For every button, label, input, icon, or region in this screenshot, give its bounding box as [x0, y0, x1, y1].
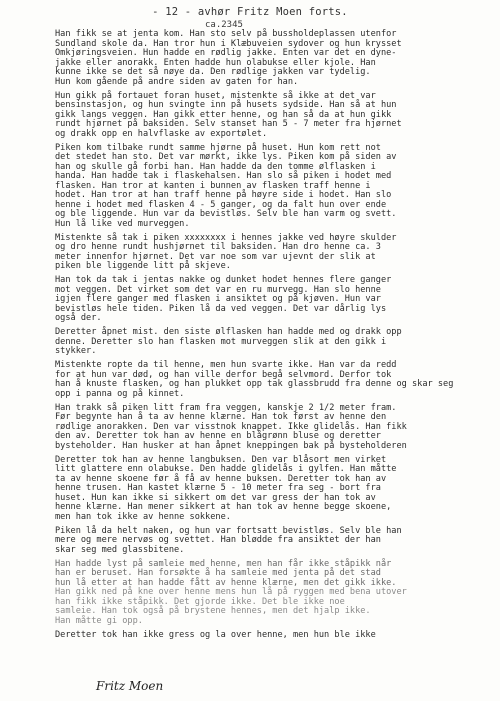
text-line: det stedet han sto. Det var mørkt, ikke lys. Piken kom på siden av	[55, 152, 397, 162]
text-line: han fikk ikke ståpikk. Det gjorde ikke. Det ble ikke noe	[55, 596, 345, 607]
text-line: handa. Han hadde tak i flaskehalsen. Han slo så piken i hodet med	[55, 171, 392, 181]
text-line: Han fikk se at jenta kom. Han sto selv på bussholdeplassen utenfor	[55, 29, 397, 39]
text-line: den av. Deretter tok han av henne en blågrønn bluse og deretter	[55, 431, 381, 441]
text-line: hun lå etter at han hadde fått av henne klærne, men det gikk ikke.	[55, 577, 397, 588]
text-line: huset. Hun kan ikke si sikkert om det var gress der han tok av	[55, 492, 376, 503]
text-line: rundt hjørnet på baksiden. Selv stanset han 5 - 7 meter fra hjørnet	[55, 119, 402, 129]
text-line: Han tok da tak i jentas nakke og dunket hodet hennes flere ganger	[55, 275, 392, 285]
text-line: piken ble liggende litt på skjeve.	[55, 261, 231, 271]
paragraph	[55, 527, 495, 556]
text-line: bysteholder. Han husker at han åpnet kneppingen bak på bysteholderen	[55, 440, 407, 451]
paragraph	[55, 404, 495, 452]
text-line: og dro henne rundt hushjørnet til baksiden. Han dro henne ca. 3	[55, 242, 381, 252]
text-line: igjen flere ganger med flasken i ansiktet og på kjøven. Hun var	[55, 294, 381, 304]
text-line: rødlige anorakken. Den var visstnok knappet. Ikke glidelås. Han fikk	[55, 421, 407, 432]
text-line: henne klærne. Han mener sikkert at han tok av henne begge skoene,	[55, 502, 392, 512]
text-line: bevistløs hele tiden. Piken lå da ved veggen. Det var dårlig lys	[55, 303, 387, 314]
text-line: henne trusen. Han kastet klærne 5 - 10 meter fra seg - bort fra	[55, 483, 381, 493]
text-line: kunne ikke se det så nøye da. Den rødlige jakken var tydelig.	[55, 67, 371, 77]
text-line: Mistenkte så tak i piken xxxxxxxx i hennes jakke ved høyre skulder	[55, 232, 397, 243]
text-line: samleie. Han tok også på brystene hennes, men det hjalp ikke.	[55, 606, 371, 616]
paragraph	[55, 144, 495, 230]
signature	[96, 679, 216, 699]
last-paragraph	[55, 631, 495, 641]
text-line: opp i panna og på kinnet.	[55, 388, 185, 399]
text-line: Han gikk ned på kne over henne mens hun lå på ryggen med bena utover	[55, 587, 407, 597]
document-body	[55, 30, 495, 645]
text-line: han er beruset. Han forsøkte å ha samleie med jenta på det stad	[55, 568, 381, 578]
text-line: Han måtte gi opp.	[55, 615, 143, 626]
signature-text: Fritz Moen	[96, 679, 164, 693]
text-line: stykker.	[55, 346, 97, 356]
text-line: Han hadde lyst på samleie med henne, men han får ikke ståpikk når	[55, 558, 392, 569]
text-line: men han tok ikke av henne sokkene.	[55, 511, 231, 522]
text-line: jakke eller anorakk. Enten hadde hun olabukse eller kjole. Han	[55, 57, 376, 68]
text-line: Han trakk så piken litt fram fra veggen, kanskje 2 1/2 meter fram.	[55, 402, 397, 413]
text-line: flasken. Han tror at kanten i bunnen av flasken traff henne i	[55, 180, 371, 191]
margin-note: ca.2345	[205, 20, 243, 30]
text-line: for at hun var død, og han ville derfor begå selvmord. Derfor tok	[55, 369, 392, 380]
text-line: bensinstasjon, og hun svingte inn på husets sydside. Han så at hun	[55, 100, 397, 110]
text-line: Mistenkte ropte da til henne, men hun svarte ikke. Han var da redd	[55, 360, 397, 370]
faint-paragraph	[55, 560, 495, 627]
paragraph	[55, 456, 495, 523]
paragraph	[55, 328, 495, 357]
text-line: Sundland skole da. Han tror hun i Klæbuveien sydover og hun krysset	[55, 38, 402, 49]
text-line: skar seg med glassbitene.	[55, 544, 185, 555]
text-line: henne i hodet med flasken 4 - 5 ganger, og da falt hun over ende	[55, 199, 387, 210]
text-line: og ble liggende. Hun var da bevistløs. Selv ble han varm og svett.	[55, 209, 397, 219]
text-line: også der.	[55, 313, 102, 323]
text-line: han og skulle gå forbi han. Han hadde da den tomme ølflasken i	[55, 161, 376, 172]
text-line: hodet. Han tror at han traff henne på høyre side i hodet. Han slo	[55, 190, 392, 200]
text-line: mere og mere nervøs og svettet. Han blødde fra ansiktet der han	[55, 535, 381, 545]
text-line: Hun kom gående på andre siden av gaten for han.	[55, 76, 299, 87]
text-line: Omkjøringsveien. Hun hadde en rødlig jakke. Enten var det en dyne-	[55, 48, 397, 58]
text-line: Deretter åpnet mist. den siste ølflasken han hadde med og drakk opp	[55, 327, 402, 337]
text-line: han å knuste flasken, og han plukket opp tak glassbrudd fra denne og skar seg	[55, 379, 454, 389]
text-line: meter innenfor hjørnet. Det var noe som var ujevnt der slik at	[55, 251, 376, 262]
text-line: Deretter tok han ikke gress og la over henne, men hun ble ikke	[55, 629, 376, 640]
paragraph	[55, 30, 495, 87]
text-line: ta av henne skoene før å få av henne buksen. Deretter tok han av	[55, 473, 387, 484]
text-line: denne. Deretter slo han flasken mot murveggen slik at den gikk i	[55, 336, 387, 347]
text-line: Hun gikk på fortauet foran huset, mistenkte så ikke at det var	[55, 90, 376, 101]
paragraph	[55, 276, 495, 324]
text-line: gikk langs veggen. Han gikk etter henne, og han så da at hun gikk	[55, 109, 392, 120]
text-line: Piken kom tilbake rundt samme hjørne på huset. Hun kom rett not	[55, 142, 381, 153]
text-line: Hun lå like ved murveggen.	[55, 218, 190, 229]
text-line: Piken lå da helt naken, og hun var fortsatt bevistløs. Selv ble han	[55, 525, 402, 536]
text-line: mot veggen. Det virket som det var en ru murvegg. Han slo henne	[55, 284, 381, 295]
paragraph	[55, 234, 495, 272]
text-line: litt glattere enn olabukse. Den hadde glidelås i gylfen. Han måtte	[55, 464, 397, 474]
page-header: - 12 - avhør Fritz Moen forts.	[152, 6, 348, 18]
text-line: Deretter tok han av henne langbuksen. Den var blåsort men virket	[55, 454, 387, 465]
text-line: Før begynte han å ta av henne klærne. Han tok først av henne den	[55, 412, 387, 422]
text-line: og drakk opp en halvflaske av exportølet.	[55, 128, 268, 139]
paragraph	[55, 361, 495, 399]
paragraph	[55, 92, 495, 140]
